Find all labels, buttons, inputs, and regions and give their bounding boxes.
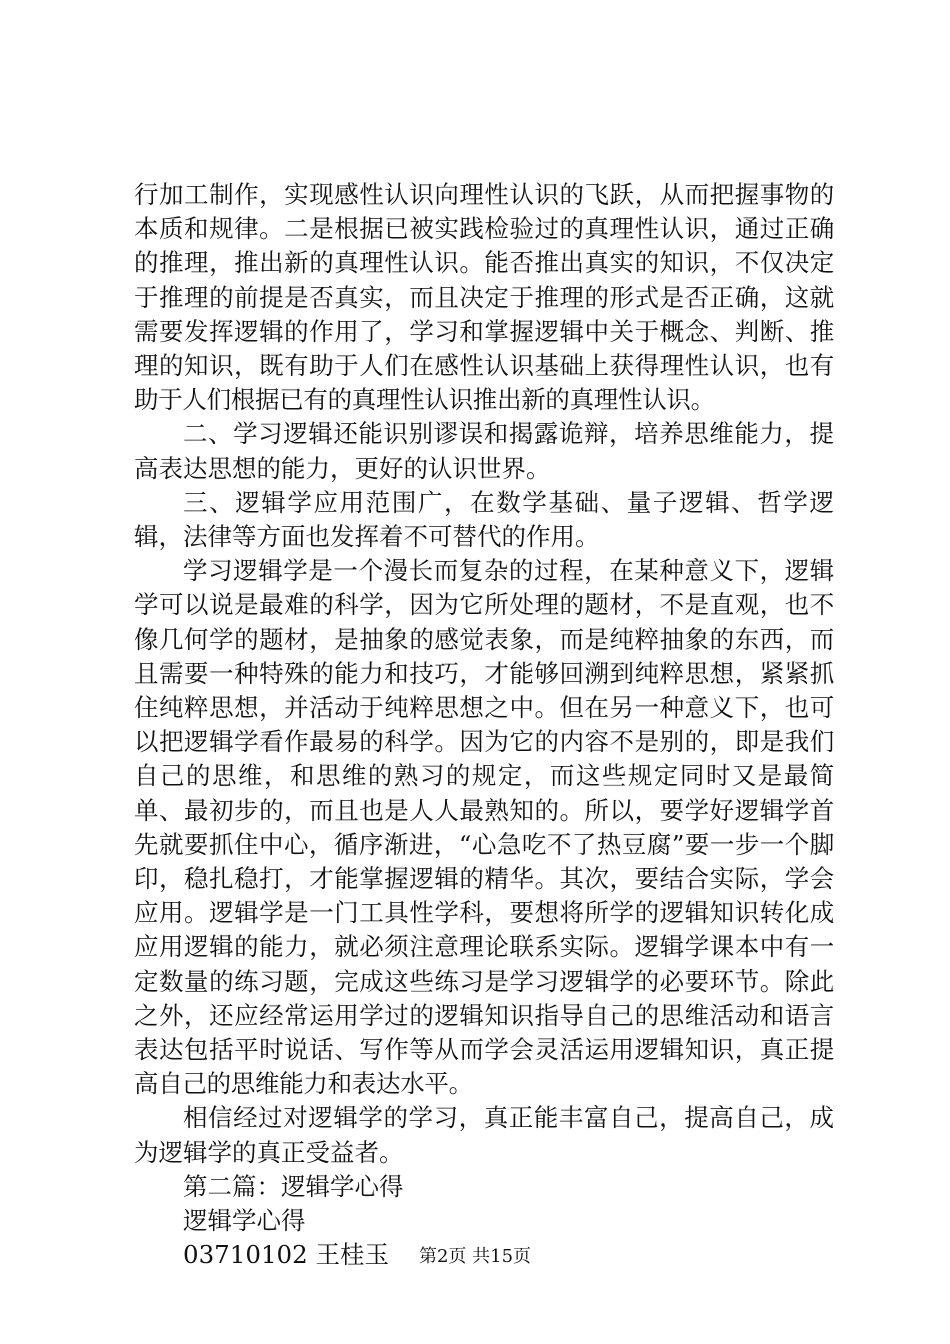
paragraph-learning-logic: 学习逻辑学是一个漫长而复杂的过程，在某种意义下，逻辑学可以说是最难的科学，因为它所处理的题材，不是直观，也不像几何学的题材，是抽象的感觉表象，而是纯粹抽象的东西，而且需要一种特殊的能力和技巧，才能够回溯到纯粹思想，紧紧抓住纯粹思想，并活动于纯粹思想之中。但在另一种意义下，也可以把逻辑学看作最易的科学。因为它的内容不是别的，即是我们自己的思维，和思维的熟习的规定，而这些规定同时又是最简单、最初步的，而且也是人人最熟知的。所以，要学好逻辑学首先就要抓住中心，循序渐进，“心急吃不了热豆腐”要一步一个脚印，稳扎稳打，才能掌握逻辑的精华。其次，要结合实际，学会应用。逻辑学是一门工具性学科，要想将所学的逻辑知识转化成应用逻辑的能力，就必须注意理论联系实际。逻辑学课本中有一定数量的练习题，完成这些练习是学习逻辑学的必要环节。除此之外，还应经常运用学过的逻辑知识指导自己的思维活动和语言表达包括平时说话、写作等从而学会灵活运用逻辑知识，真正提高自己的思维能力和表达水平。 — [134, 556, 834, 1099]
paragraph-point-two: 二、学习逻辑还能识别谬误和揭露诡辩，培养思维能力，提高表达思想的能力，更好的认识世界。 — [134, 419, 834, 483]
document-body — [134, 178, 834, 1273]
author-line: 03710102 王桂玉 — [183, 1240, 389, 1270]
paragraph-point-three: 三、逻辑学应用范围广，在数学基础、量子逻辑、哲学逻辑，法律等方面也发挥着不可替代的作用。 — [134, 487, 834, 552]
section-heading: 第二篇：逻辑学心得 — [183, 1171, 404, 1201]
paragraph-continued: 行加工制作，实现感性认识向理性认识的飞跃，从而把握事物的本质和规律。二是根据已被实践检验过的真理性认识，通过正确的推理，推出新的真理性认识。能否推出真实的知识，不仅决定于推理的前提是否真实，而且决定于推理的形式是否正确，这就需要发挥逻辑的作用了，学习和掌握逻辑中关于概念、判断、推理的知识，既有助于人们在感性认识基础上获得理性认识，也有助于人们根据已有的真理性认识推出新的真理性认识。 — [134, 180, 834, 415]
paragraph-conclusion: 相信经过对逻辑学的学习，真正能丰富自己，提高自己，成为逻辑学的真正受益者。 — [134, 1103, 834, 1167]
page-number-footer: 第2页 共15页 — [418, 1246, 532, 1267]
article-title: 逻辑学心得 — [183, 1206, 306, 1236]
